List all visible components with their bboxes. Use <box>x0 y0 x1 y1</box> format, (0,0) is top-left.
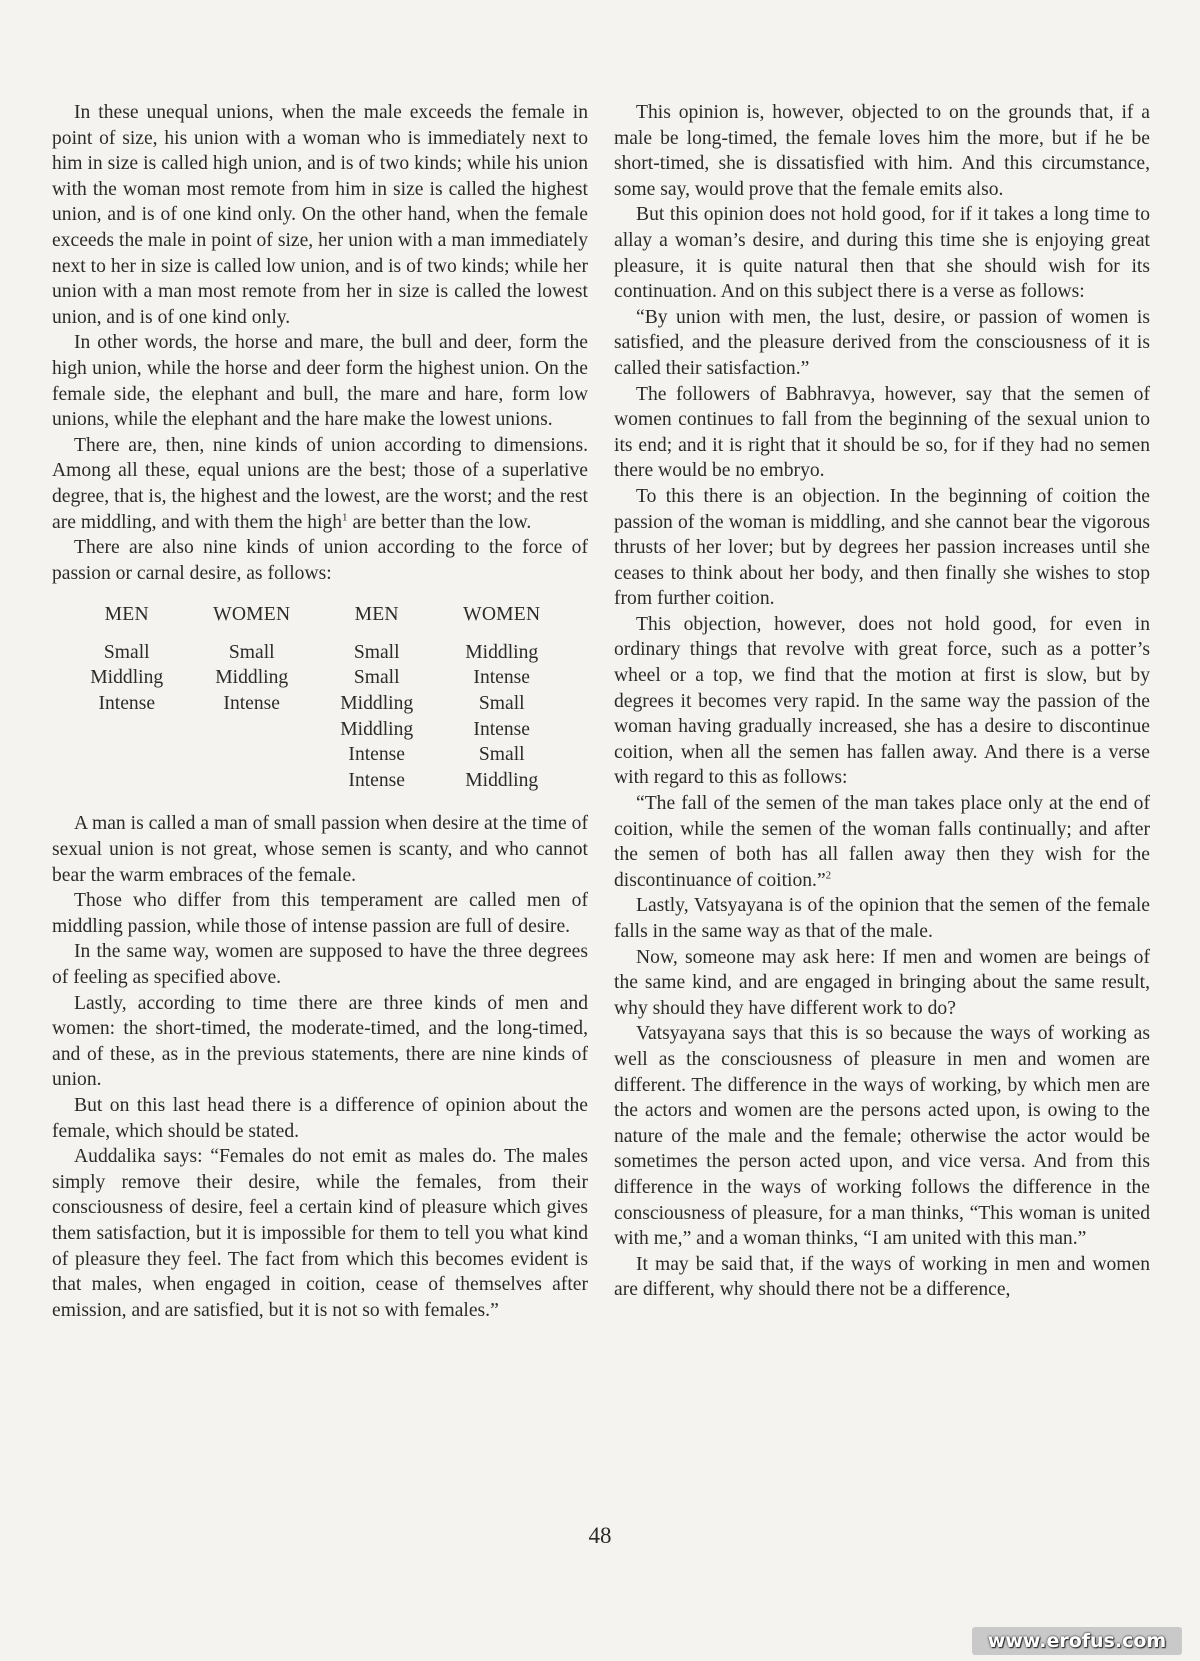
paragraph <box>52 433 588 535</box>
paragraph: Lastly, Vatsyayana is of the opinion that the semen of the female falls in the same way as that of the male. <box>614 895 1150 942</box>
table-cell: Middling <box>215 667 289 689</box>
left-column <box>52 100 588 1323</box>
paragraph-text: are better than the low. <box>347 511 532 533</box>
table-cell: Intense <box>473 718 531 740</box>
paragraph: Auddalika says: “Females do not emit as males do. The males simply remove their desire, while the females, from their consciousness of desire, feel a certain kind of pleasure which gives them satisfaction, but it is impossible for them to tell you what kind of pleasure they feel. The fact from which this becomes evident is that males, when engaged in coition, cease of themselves after emission, and are satisfied, but it is not so with females.” <box>52 1146 588 1321</box>
paragraph: It may be said that, if the ways of working in men and women are different, why should there not be a difference, <box>614 1253 1150 1301</box>
paragraph: The followers of Babhravya, however, say that the semen of women continues to fall from the beginning of the sexual union to its end; and it is right that it should be so, for if they had no semen there would be no embryo. <box>614 383 1150 482</box>
footnote-marker: 2 <box>825 869 832 882</box>
paragraph: To this there is an objection. In the beginning of coition the passion of the woman is middling, and she cannot bear the vigorous thrusts of her lover; but by degrees her passion increases until she ceases to think about her body, and then finally she wishes to stop from further coition. <box>614 485 1150 610</box>
column-header: MEN <box>354 604 399 626</box>
paragraph: In other words, the horse and mare, the bull and deer, form the high union, while the horse and deer form the highest union. On the female side, the elephant and bull, the mare and hare, form low unions, while the elephant and the hare make the lowest unions. <box>52 332 588 431</box>
table-row <box>66 640 566 666</box>
paragraph: A man is called a man of small passion when desire at the time of sexual union is not great, whose semen is scanty, and who cannot bear the warm embraces of the female. <box>52 813 588 886</box>
table-cell <box>66 742 187 768</box>
footnote-marker: 1 <box>342 510 348 523</box>
paragraph: Lastly, according to time there are three kinds of men and women: the short-timed, the moderate-timed, and the long-timed, and of these, as in the previous statements, there are nine kinds of union. <box>52 992 588 1091</box>
paragraph <box>614 791 1150 893</box>
paragraph: There are also nine kinds of union according to the force of passion or carnal desire, as follows: <box>52 537 588 584</box>
table-cell: Intense <box>223 693 281 715</box>
table-cell: Intense <box>98 693 156 715</box>
paragraph: This objection, however, does not hold good, for even in ordinary things that revolve with great force, such as a potter’s wheel or a top, we find that the motion at first is slow, but by degrees it becomes very rapid. In the same way the passion of the woman having gradually increased, she has a desire to discontinue coition, when all the semen has fallen away. And there is a verse with regard to this as follows: <box>614 613 1150 789</box>
table-cell <box>187 717 316 743</box>
paragraph-text: There are, then, nine kinds of union according to dimensions. Among all these, equal unions are the best; those of a superlative degree, that is, the highest and the lowest, are the worst; and the rest are middling, and with them the high <box>52 434 588 533</box>
table-cell <box>66 768 187 794</box>
table-row <box>66 717 566 743</box>
column-header: WOMEN <box>463 604 541 626</box>
page-number: 48 <box>588 1523 612 1548</box>
table-cell: Small <box>478 693 525 715</box>
table-cell <box>66 717 187 743</box>
table-cell: Middling <box>465 769 539 791</box>
right-column <box>614 100 1150 1303</box>
table-cell <box>187 768 316 794</box>
table-header-row <box>66 602 566 640</box>
table-cell <box>187 742 316 768</box>
table-cell: Intense <box>473 667 531 689</box>
paragraph: Now, someone may ask here: If men and women are beings of the same kind, and are engaged in bringing about the same result, why should they have different work to do? <box>614 946 1150 1019</box>
paragraph-text: “The fall of the semen of the man takes place only at the end of coition, while the semen of the woman falls continually; and after the semen of both has all fallen away then they wish for the discontinuance of coition.” <box>614 793 1150 891</box>
table-row <box>66 742 566 768</box>
table-row <box>66 665 566 691</box>
paragraph: In the same way, women are supposed to have the three degrees of feeling as specified above. <box>52 941 588 988</box>
paragraph: But this opinion does not hold good, for if it takes a long time to allay a woman’s desire, and during this time she is enjoying great pleasure, it is quite natural then that she should wish for its continuation. And on this subject there is a verse as follows: <box>614 204 1150 303</box>
table-cell: Small <box>228 641 275 663</box>
watermark-logo: www.erofus.com <box>972 1627 1182 1655</box>
table-cell: Middling <box>90 667 164 689</box>
table-cell: Middling <box>340 693 414 715</box>
column-header: WOMEN <box>213 604 291 626</box>
table-cell: Small <box>103 641 150 663</box>
passion-table <box>66 602 566 793</box>
table-cell: Small <box>353 641 400 663</box>
table-cell: Middling <box>340 718 414 740</box>
paragraph: Vatsyayana says that this is so because the ways of working as well as the consciousness of pleasure in men and women are different. The difference in the ways of working, by which men are the actors and women are the persons acted upon, is owing to the nature of the male and the female; otherwise the actor would be sometimes the person acted upon, and vice versa. And from this difference in the ways of working follows the difference in the consciousness of pleasure, for a man thinks, “This woman is united with me,” and a woman thinks, “I am united with this man.” <box>614 1023 1150 1250</box>
paragraph: “By union with men, the lust, desire, or passion of women is satisfied, and the pleasure derived from the consciousness of it is called their satisfaction.” <box>614 306 1150 379</box>
table-cell: Intense <box>348 744 406 766</box>
paragraph: This opinion is, however, objected to on the grounds that, if a male be long-timed, the female loves him the more, but if he be short-timed, she is dissatisfied with him. And this circumstance, some say, would prove that the female emits also. <box>614 102 1150 200</box>
paragraph: In these unequal unions, when the male exceeds the female in point of size, his union with a woman who is immediately next to him in size is called high union, and is of two kinds; while his union with the woman most remote from him in size is called the highest union, and is of one kind only. On the other hand, when the female exceeds the male in point of size, her union with a man immediately next to her in size is called low union, and is of two kinds; while her union with a man most remote from her in size is called the lowest union, and is of one kind only. <box>52 102 588 328</box>
table-row <box>66 691 566 717</box>
table-cell: Intense <box>348 769 406 791</box>
table-cell: Middling <box>465 641 539 663</box>
paragraph: But on this last head there is a difference of opinion about the female, which should be stated. <box>52 1094 588 1142</box>
column-header: MEN <box>104 604 149 626</box>
table-row <box>66 768 566 794</box>
table-cell: Small <box>353 667 400 689</box>
paragraph: Those who differ from this temperament are called men of middling passion, while those of intense passion are full of desire. <box>52 890 588 937</box>
table-cell: Small <box>478 744 525 766</box>
